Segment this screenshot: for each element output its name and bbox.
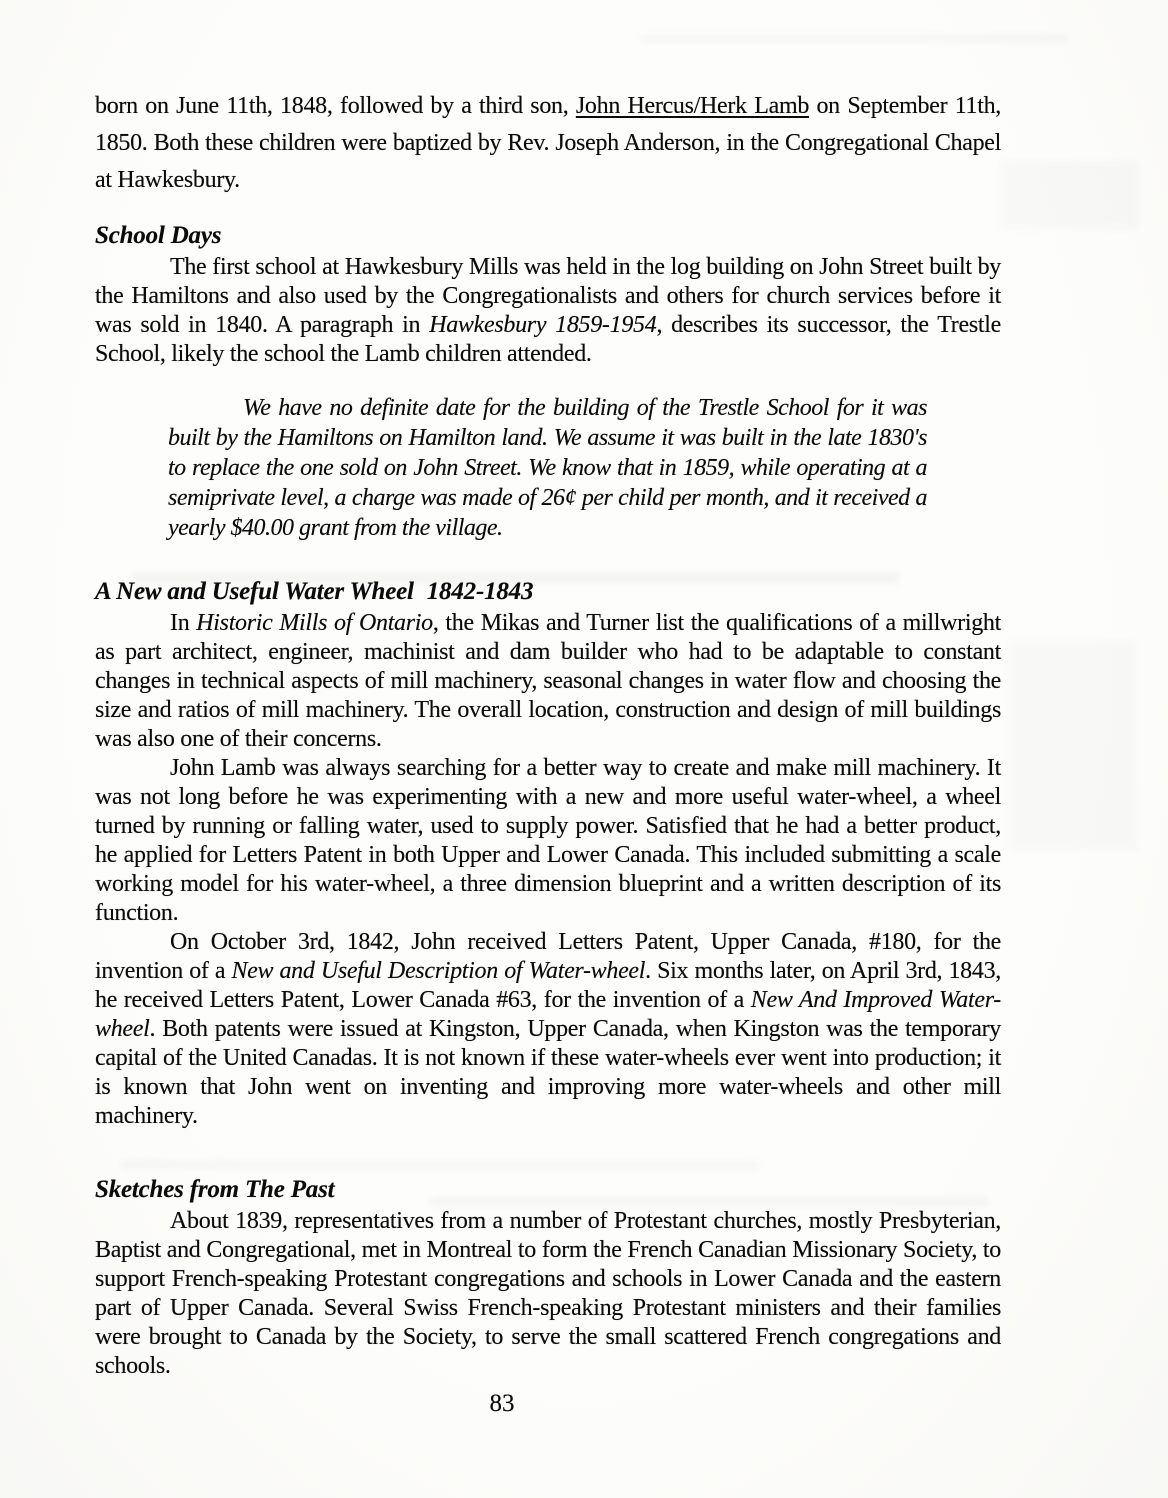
- bleed-through-artifact: [1008, 640, 1138, 850]
- bleed-through-artifact: [1000, 160, 1140, 230]
- page-body: [95, 88, 1001, 1419]
- block-quote-trestle-school: We have no definite date for the building of the Trestle School for it was built by the Hamiltons on Hamilton land. We assume it was built in the late 1830's to replace the one sold on John Street. We know that in 1859, while operating at a semiprivate level, a charge was made of 26¢ per child per month, and it received a yearly $40.00 grant from the village.: [168, 395, 927, 541]
- paragraph-letters-patent: [95, 928, 1001, 1131]
- text-segment: On October 3rd, 1842, John received Letters Patent, Upper Canada, #180, for the invention of a: [95, 929, 1001, 984]
- text-segment: In: [170, 610, 197, 636]
- heading-date-range: 1842-1843: [426, 578, 534, 605]
- paragraph-missionary-society: About 1839, representatives from a number of Protestant churches, mostly Presbyterian, Baptist and Congregational, met in Montreal to form the French Canadian Missionary Society, to support French-speaking Protestant congregations and schools in Lower Canada and the eastern part of Upper Canada. Several Swiss French-speaking Protestant ministers and their families were brought to Canada by the Society, to serve the small scattered French congregations and schools.: [95, 1208, 1001, 1379]
- paragraph-millwright-qualifications: [95, 609, 1001, 754]
- text-segment: . Six months later, on April 3rd, 1843, he received Letters Patent, Lower Canada #63, for the invention of a: [95, 958, 1001, 1013]
- section-heading-school-days: School Days: [95, 222, 222, 249]
- text-segment: on September 11th, 1850. Both these children were baptized by Rev. Joseph Anderson, in the Congregational Chapel at Hawkesbury.: [95, 93, 1001, 193]
- section-heading-water-wheel: [95, 575, 1001, 609]
- paragraph-school-days: [95, 253, 1001, 369]
- bleed-through-artifact: [640, 34, 1070, 44]
- text-segment: . Both patents were issued at Kingston, Upper Canada, when Kingston was the temporary capital of the United Canadas. It is not known if these water-wheels ever went into production; it is known that John went on inventing and improving more water-wheels and other mill machinery.: [95, 1016, 1001, 1129]
- text-segment: , the Mikas and Turner list the qualifications of a millwright as part architect, engineer, machinist and dam builder who had to be adaptable to constant changes in technical aspects of mill machinery, seasonal changes in water flow and choosing the size and ratios of mill machinery. The overall location, construction and design of mill buildings was also one of their concerns.: [95, 610, 1001, 752]
- underlined-name-john-hercus-herk-lamb: John Hercus/Herk Lamb: [575, 93, 810, 119]
- heading-title-text: A New and Useful Water Wheel: [95, 578, 414, 605]
- paragraph-baptism-continuation: [95, 88, 1001, 199]
- patent-title-new-and-improved: New And Improved Water-wheel: [95, 987, 1001, 1042]
- text-segment: The first school at Hawkesbury Mills was held in the log building on John Street built by the Hamiltons and also used by the Congregationalists and others for church services before it was sold in 1840. A paragraph in: [95, 254, 1001, 338]
- text-segment: born on June 11th, 1848, followed by a third son,: [95, 93, 576, 119]
- patent-title-new-and-useful: New and Useful Description of Water-wheel: [231, 958, 646, 984]
- page-number: 83: [489, 1390, 515, 1417]
- text-segment: , describes its successor, the Trestle School, likely the school the Lamb children attended.: [95, 312, 1001, 367]
- book-title-historic-mills: Historic Mills of Ontario: [196, 610, 433, 636]
- section-heading-sketches-from-the-past: Sketches from The Past: [95, 1176, 335, 1203]
- paragraph-john-lamb-experiments: John Lamb was always searching for a better way to create and make mill machinery. It was not long before he was experimenting with a new and more useful water-wheel, a wheel turned by running or falling water, used to supply power. Satisfied that he had a better product, he applied for Letters Patent in both Upper and Lower Canada. This included submitting a scale working model for his water-wheel, a three dimension blueprint and a written description of its function.: [95, 755, 1001, 926]
- book-title-hawkesbury: Hawkesbury 1859-1954: [429, 312, 657, 338]
